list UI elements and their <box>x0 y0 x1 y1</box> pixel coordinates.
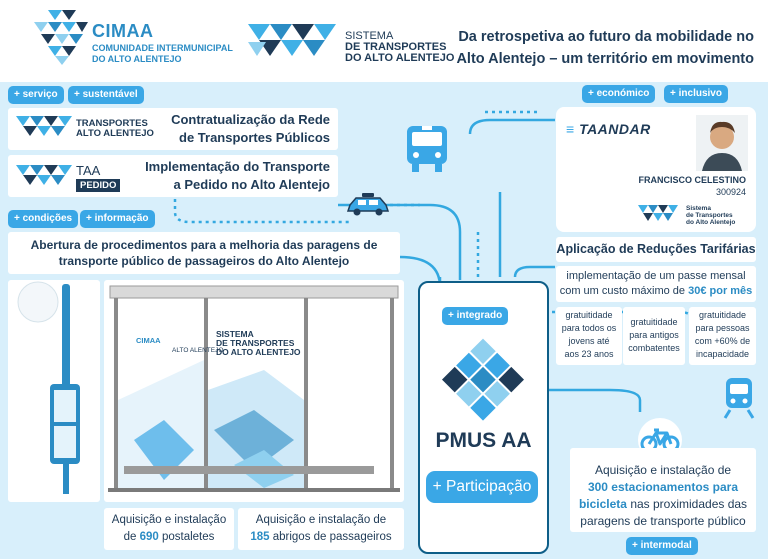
gratuitidade-incapacidade-text <box>689 309 756 361</box>
train-icon <box>720 376 758 420</box>
taa-pedido-logo-icon <box>16 165 74 189</box>
reducoes-title-card <box>556 237 756 262</box>
transportes-logo-line-2: ALTO ALENTEJO <box>76 128 154 139</box>
card-sta-logo-icon <box>638 205 684 225</box>
abrigos-suffix: abrigos de passageiros <box>272 531 392 543</box>
taxi-car-icon <box>346 193 390 217</box>
card-holder-name: FRANCISCO CELESTINO <box>638 175 746 185</box>
passe-line-2-text: com um custo máximo de <box>559 285 686 297</box>
gj-l2: para todos os <box>561 323 617 333</box>
tag-servico: + serviço <box>8 86 64 104</box>
gc-l2: para antigos <box>629 330 679 340</box>
postaletes-prefix: de <box>123 531 137 543</box>
card-sta-line-1: Sistema <box>686 205 711 212</box>
postaletes-line-2 <box>104 529 234 546</box>
tag-integrado: + integrado <box>442 307 508 325</box>
bicicleta-bold-word: bicicleta <box>578 497 627 511</box>
taa-pedido-card <box>8 155 338 197</box>
pmus-diamond-logo-icon <box>438 338 528 424</box>
shelter-cimaa-sub: ALTO ALENTEJO <box>172 347 224 354</box>
taa-pedido-title-1: Implementação do Transporte <box>145 159 330 174</box>
headline-line-1: Da retrospetiva ao futuro da mobilidade no <box>458 29 754 45</box>
postaletes-line-1: Aquisição e instalação <box>111 514 227 526</box>
gratuitidade-combatentes <box>623 307 685 365</box>
paragens-title-1: Abertura de procedimentos para a melhoria das paragens de <box>30 238 378 252</box>
shelter-sta-1: SISTEMA <box>216 329 254 339</box>
gc-l3: combatentes <box>628 343 680 353</box>
gratuitidade-jovens <box>556 307 622 365</box>
abrigo-image <box>104 280 404 502</box>
tag-inclusivo: + inclusivo <box>664 85 728 103</box>
passe-price: 30€ por mês <box>688 285 753 297</box>
tag-sustentavel: + sustentável <box>68 86 144 104</box>
bus-icon <box>404 122 450 174</box>
tag-informacao: + informação <box>80 210 155 228</box>
card-sta-line-3: do Alto Alentejo <box>686 219 736 226</box>
taa-pedido-title-2: a Pedido no Alto Alentejo <box>173 177 330 192</box>
paragens-card <box>8 232 400 274</box>
shelter-cimaa-text: CIMAA <box>136 336 161 345</box>
cimaa-logo-icon <box>28 8 90 66</box>
paragens-title-2: transporte público de passageiros do Alto Alentejo <box>58 254 350 268</box>
bicicleta-line-1: Aquisição e instalação de <box>594 463 732 477</box>
transportes-title-1: Contratualização da Rede <box>171 112 330 127</box>
gj-l1: gratuitidade <box>565 310 613 320</box>
bicicleta-line-4: paragens de transporte público <box>580 514 746 528</box>
gratuitidade-combatentes-text <box>623 316 685 355</box>
tag-intermodal: + intermodal <box>626 537 698 555</box>
pmus-title: PMUS AA <box>435 429 532 452</box>
bicicleta-line-2 <box>570 479 756 496</box>
gi-l3: com +60% de <box>694 336 751 346</box>
headline-line-2: Alto Alentejo – um território em movimento <box>456 51 754 67</box>
bicicleta-count-text: 300 estacionamentos para <box>587 480 739 494</box>
shelter-illustration <box>104 280 404 502</box>
tag-condicoes: + condições <box>8 210 78 228</box>
postalete-pole-illustration <box>8 280 100 502</box>
postaletes-count: 690 <box>139 531 159 543</box>
gc-l1: gratuitidade <box>630 317 678 327</box>
card-holder-number: 300924 <box>715 187 746 197</box>
gj-l3: jovens até <box>568 336 610 346</box>
passe-card <box>556 266 756 302</box>
tag-economico: + económico <box>582 85 655 103</box>
reducoes-title: Aplicação de Reduções Tarifárias <box>556 242 756 256</box>
passe-line-1: implementação de um passe mensal <box>566 270 746 282</box>
gj-l4: aos 23 anos <box>564 349 614 359</box>
sta-logo-icon <box>248 24 340 64</box>
header <box>0 0 768 82</box>
transportes-logo-line-1: TRANSPORTES <box>76 118 148 129</box>
abrigos-count: 185 <box>250 531 270 543</box>
taa-logo-line-2: PEDIDO <box>76 179 120 192</box>
cimaa-subtitle-2: DO ALTO ALENTEJO <box>92 54 182 64</box>
taandar-brand: ≡ TAANDAR <box>566 121 651 137</box>
sta-line-3: DO ALTO ALENTEJO <box>345 52 455 64</box>
taandar-brand-text: TAANDAR <box>579 121 651 137</box>
passe-line-2 <box>556 283 756 300</box>
pmus-panel <box>418 281 549 554</box>
card-sta-text <box>686 205 735 226</box>
shelter-sta-3: DO ALTO ALENTEJO <box>216 347 301 357</box>
gi-l2: para pessoas <box>695 323 750 333</box>
gratuitidade-incapacidade <box>689 307 756 365</box>
cimaa-name: CIMAA <box>92 21 154 41</box>
abrigos-caption <box>238 508 404 550</box>
postalete-image <box>8 280 100 502</box>
taa-logo-line-1: TAA <box>76 163 101 178</box>
bicicleta-card <box>570 448 756 532</box>
cimaa-subtitle-1: COMUNIDADE INTERMUNICIPAL <box>92 43 233 53</box>
participacao-button[interactable]: + Participação <box>426 471 538 503</box>
card-photo-avatar <box>696 115 748 171</box>
gi-l1: gratuitidade <box>698 310 747 320</box>
postaletes-caption <box>104 508 234 550</box>
card-sta-line-2: de Transportes <box>686 212 733 219</box>
abrigos-line-2 <box>238 529 404 546</box>
transportes-logo-icon <box>16 116 74 140</box>
sta-line-2: DE TRANSPORTES <box>345 41 447 53</box>
gi-l4: incapacidade <box>695 349 750 359</box>
abrigos-line-1: Aquisição e instalação de <box>255 514 387 526</box>
shelter-sta-2: DE TRANSPORTES <box>216 338 295 348</box>
bicicleta-line-3 <box>570 496 756 513</box>
bicicleta-line-3-rest: nas proximidades das <box>630 497 748 511</box>
sta-line-1: SISTEMA <box>345 30 394 42</box>
transportes-title-2: de Transportes Públicos <box>179 130 330 145</box>
postaletes-suffix: postaletes <box>161 531 215 543</box>
taandar-card <box>556 107 756 232</box>
transportes-card <box>8 108 338 150</box>
gratuitidade-jovens-text <box>556 309 622 361</box>
